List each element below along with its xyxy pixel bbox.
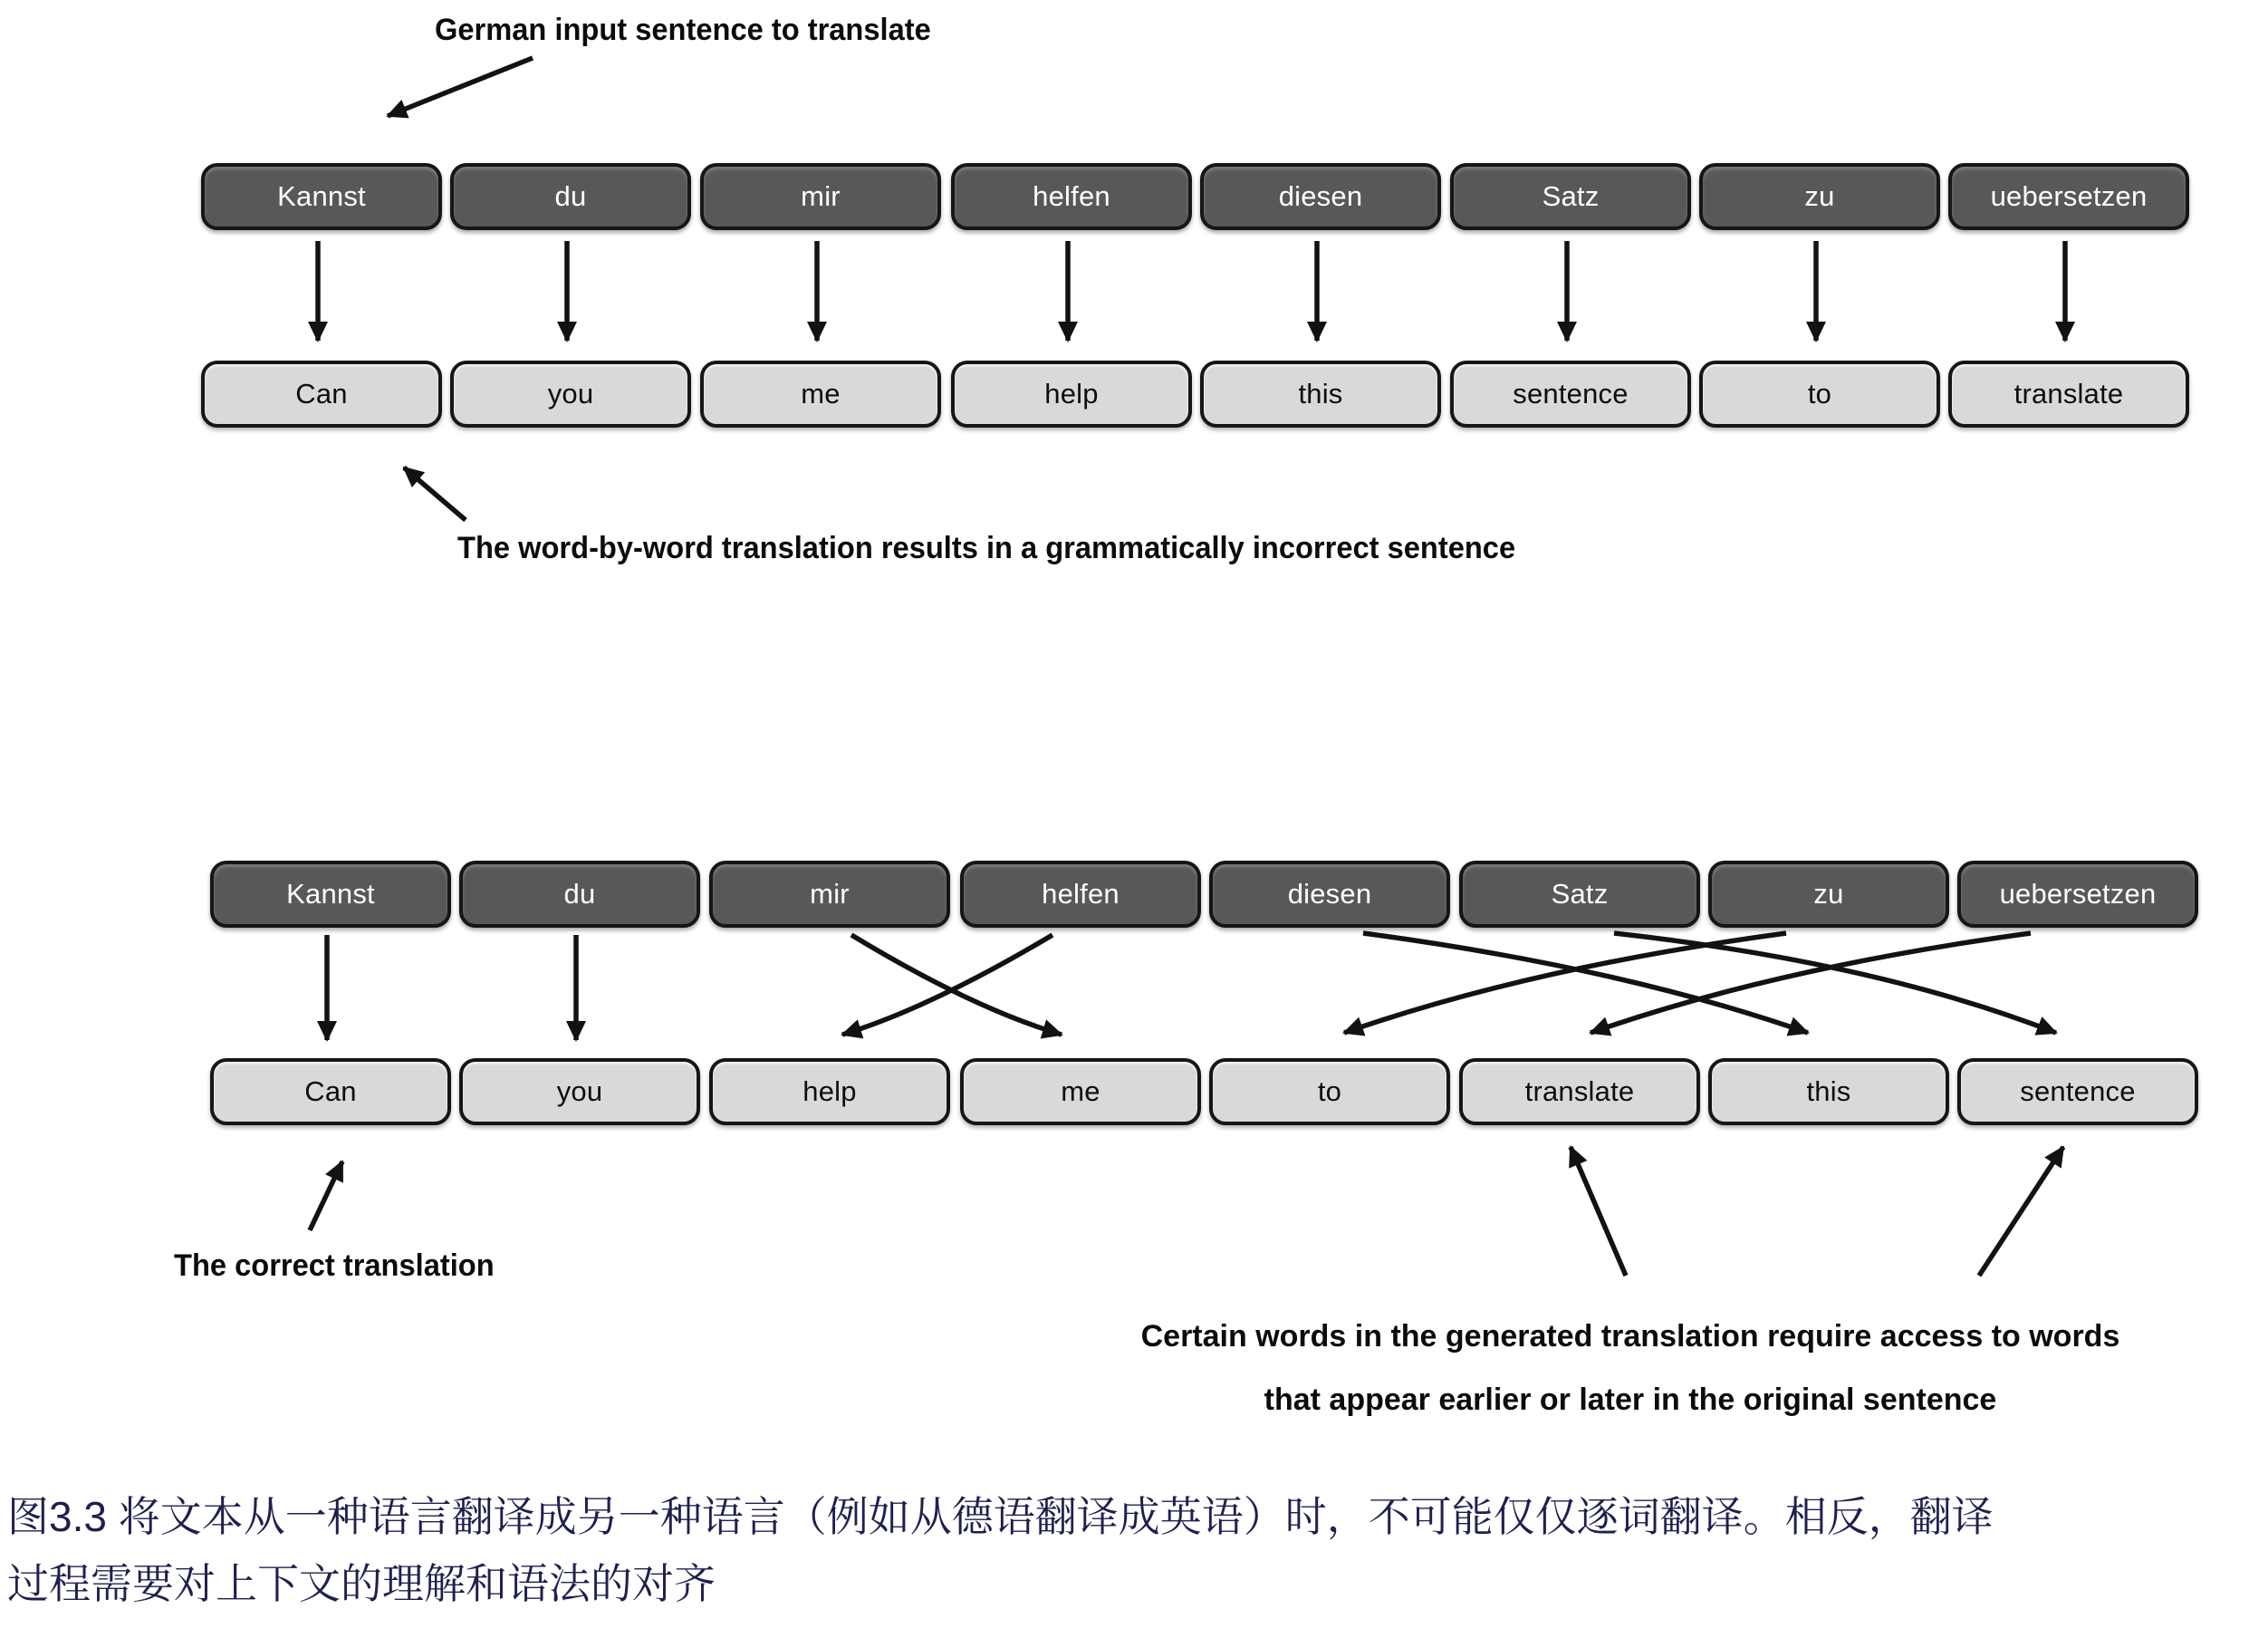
annotation-arrow-german-input xyxy=(388,58,533,116)
wbw-source-box-helfen: helfen xyxy=(951,163,1192,230)
correct-source-box-kannst: Kannst xyxy=(210,861,451,928)
wbw-source-box-satz: Satz xyxy=(1450,163,1691,230)
wbw-target-box-can: Can xyxy=(201,361,442,428)
figure-caption xyxy=(7,1484,2263,1617)
correct-target-box-translate: translate xyxy=(1459,1058,1700,1125)
wbw-target-box-to: to xyxy=(1699,361,1940,428)
correct-target-box-me: me xyxy=(960,1058,1201,1125)
wbw-source-box-uebersetzen: uebersetzen xyxy=(1948,163,2189,230)
wbw-target-box-me: me xyxy=(700,361,941,428)
correct-target-box-this: this xyxy=(1708,1058,1949,1125)
annotation-incorrect-sentence: The word-by-word translation results in a grammatically incorrect sentence xyxy=(457,531,1516,565)
annotation-arrow-incorrect xyxy=(404,467,466,520)
caption-line1: 图3.3 将文本从一种语言翻译成另一种语言（例如从德语翻译成英语）时，不可能仅仅逐词翻译。相反，翻译 xyxy=(7,1493,1994,1540)
annotation-arrow-sentence xyxy=(1979,1147,2063,1276)
wbw-source-box-zu: zu xyxy=(1699,163,1940,230)
correct-source-box-diesen: diesen xyxy=(1209,861,1450,928)
wbw-source-box-kannst: Kannst xyxy=(201,163,442,230)
annotation-german-input: German input sentence to translate xyxy=(435,13,931,47)
annotation-access-words-line2: that appear earlier or later in the original sentence xyxy=(1264,1383,1997,1417)
wbw-source-box-du: du xyxy=(450,163,691,230)
wbw-target-box-you: you xyxy=(450,361,691,428)
correct-target-box-to: to xyxy=(1209,1058,1450,1125)
annotation-arrow-translate xyxy=(1571,1147,1626,1276)
correct-target-box-sentence: sentence xyxy=(1957,1058,2198,1125)
correct-source-box-satz: Satz xyxy=(1459,861,1700,928)
correct-source-box-du: du xyxy=(459,861,700,928)
wbw-target-box-help: help xyxy=(951,361,1192,428)
align-uebersetzen-translate xyxy=(1590,933,2031,1033)
wbw-source-box-mir: mir xyxy=(700,163,941,230)
correct-source-box-zu: zu xyxy=(1708,861,1949,928)
correct-target-box-can: Can xyxy=(210,1058,451,1125)
annotation-correct-translation: The correct translation xyxy=(174,1248,495,1283)
wbw-target-box-translate: translate xyxy=(1948,361,2189,428)
correct-source-box-mir: mir xyxy=(709,861,950,928)
correct-target-box-you: you xyxy=(459,1058,700,1125)
correct-source-box-uebersetzen: uebersetzen xyxy=(1957,861,2198,928)
wbw-target-box-this: this xyxy=(1200,361,1441,428)
caption-line2: 过程需要对上下文的理解和语法的对齐 xyxy=(7,1559,716,1607)
annotation-arrow-correct xyxy=(310,1161,342,1230)
wbw-target-box-sentence: sentence xyxy=(1450,361,1691,428)
correct-target-box-help: help xyxy=(709,1058,950,1125)
correct-source-box-helfen: helfen xyxy=(960,861,1201,928)
wbw-source-box-diesen: diesen xyxy=(1200,163,1441,230)
annotation-access-words-line1: Certain words in the generated translation require access to words xyxy=(1140,1319,2120,1354)
annotation-access-words xyxy=(996,1305,2264,1431)
